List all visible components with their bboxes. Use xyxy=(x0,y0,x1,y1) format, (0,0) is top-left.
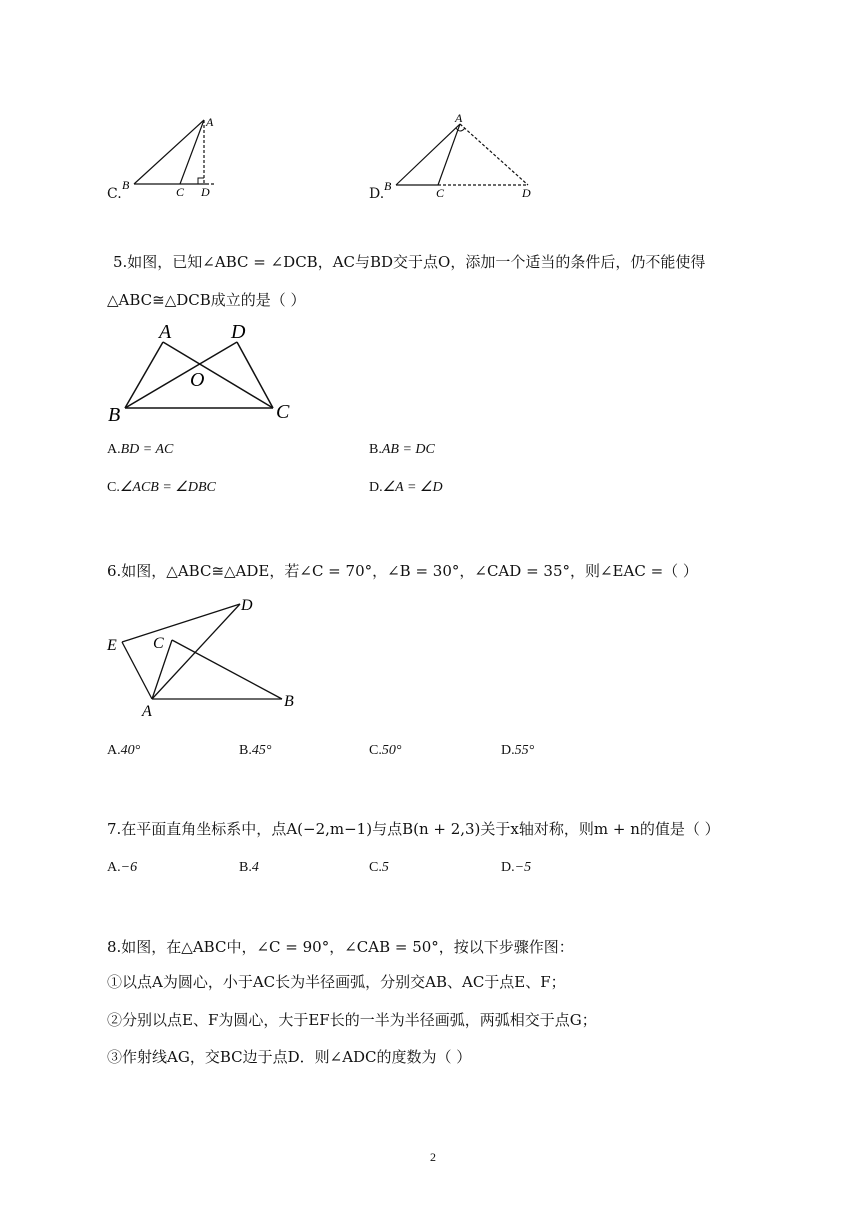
q6-option-b[interactable]: B.45° xyxy=(239,743,272,758)
q6-option-a[interactable]: A.40° xyxy=(107,743,141,758)
q7-stem-line1: 7.在平面直角坐标系中，点A(−2,m−1)与点B(n + 2,3)关于x轴对称，则m + n的值是（ ） xyxy=(107,820,720,838)
option-c-label-prev: C. xyxy=(107,186,122,202)
q5-option-a[interactable]: A.BD = AC xyxy=(107,442,174,457)
q8-step-1: ①以点A为圆心，小于AC长为半径画弧，分别交AB、AC于点E、F； xyxy=(107,973,566,991)
q8-step-2: ②分别以点E、F为圆心，大于EF长的一半为半径画弧，两弧相交于点G； xyxy=(107,1011,597,1029)
q7-option-c[interactable]: C.5 xyxy=(369,860,389,875)
q5-label-B: B xyxy=(108,404,121,426)
q5-option-d[interactable]: D.∠A = ∠D xyxy=(369,480,443,495)
q8-step-3: ③作射线AG，交BC边于点D．则∠ADC的度数为（ ） xyxy=(107,1048,472,1066)
prev-c-label-C: C xyxy=(176,185,185,199)
q6-stem-line1: 6.如图，△ABC≅△ADE，若∠C = 70°，∠B = 30°，∠CAD = 35°，则∠EAC =（ ） xyxy=(107,562,698,580)
q5-stem-line2: △ABC≅△DCB成立的是（ ） xyxy=(107,291,306,309)
q5-label-D: D xyxy=(231,321,246,343)
figure-prev-d xyxy=(380,110,540,198)
q6-figure xyxy=(104,592,304,722)
q7-option-d[interactable]: D.−5 xyxy=(501,860,532,875)
prev-d-label-C: C xyxy=(436,186,445,200)
q5-option-b[interactable]: B.AB = DC xyxy=(369,442,435,457)
q6-option-d[interactable]: D.55° xyxy=(501,743,535,758)
q7-option-a[interactable]: A.−6 xyxy=(107,860,138,875)
q5-stem-line1: 5.如图，已知∠ABC = ∠DCB，AC与BD交于点O，添加一个适当的条件后，仍不能使得 xyxy=(113,253,706,271)
q6-label-D: D xyxy=(241,597,253,614)
prev-c-label-A: A xyxy=(206,115,214,129)
q6-label-B: B xyxy=(284,693,294,710)
prev-d-label-B: B xyxy=(384,179,392,193)
q6-option-c[interactable]: C.50° xyxy=(369,743,402,758)
figure-prev-c xyxy=(118,112,228,197)
option-d-label-prev: D. xyxy=(369,186,385,202)
q5-label-A: A xyxy=(159,321,172,343)
q6-label-E: E xyxy=(107,637,117,654)
q5-label-O: O xyxy=(190,369,205,391)
prev-d-label-A: A xyxy=(455,111,463,125)
q8-stem-line1: 8.如图，在△ABC中，∠C = 90°，∠CAB = 50°，按以下步骤作图： xyxy=(107,938,574,956)
q7-option-b[interactable]: B.4 xyxy=(239,860,259,875)
prev-d-label-D: D xyxy=(522,186,531,200)
q5-option-c[interactable]: C.∠ACB = ∠DBC xyxy=(107,480,216,495)
prev-c-label-B: B xyxy=(122,178,130,192)
q6-label-C: C xyxy=(153,635,164,652)
q5-figure xyxy=(105,318,305,428)
page-number: 2 xyxy=(430,1150,436,1164)
prev-c-label-D: D xyxy=(201,185,210,199)
q6-label-A: A xyxy=(142,703,152,720)
q5-label-C: C xyxy=(276,401,290,423)
